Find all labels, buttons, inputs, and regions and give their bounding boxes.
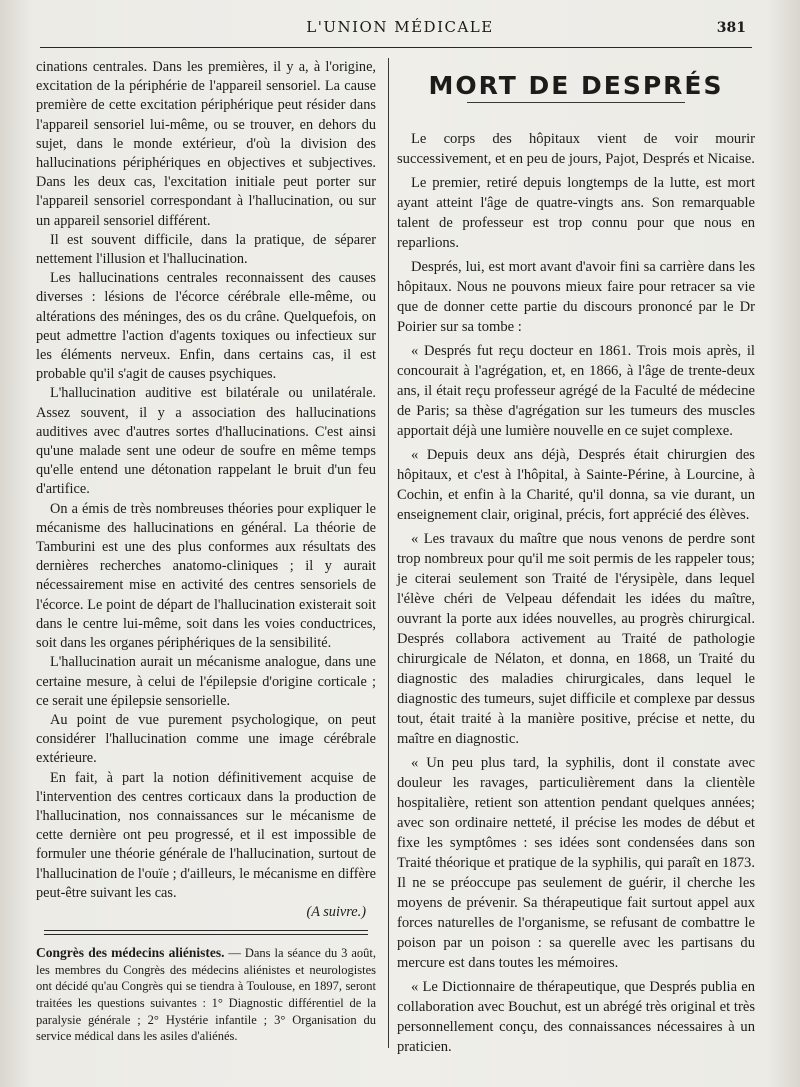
paragraph: Després, lui, est mort avant d'avoir fini sa carrière dans les hôpitaux. Nous ne pouvons mieux faire pour retracer sa vie que de donner cette partie du discours prononcé par le Dr Poirier sur sa tombe : xyxy=(397,259,755,335)
section-divider xyxy=(44,930,368,935)
paragraph: « Depuis deux ans déjà, Després était chirurgien des hôpitaux, et c'est à l'hôpital, à Sainte-Périne, à Lourcine, à Cochin, et enfin à la Charité, qu'il donna, sa vie durant, un enseignement clair, original, précis, fort apprécié des élèves. xyxy=(397,447,755,523)
paragraph: On a émis de très nombreuses théories pour expliquer le mécanisme des hallucinations en général. La théorie de Tamburini est une des plus conformes aux résultats des dernières recherches anatomo-cliniques ; il y aurait nécessairement mise en activité des centres sensoriels de l'écorce. Le point de départ de l'hallucination existerait soit dans le centre lui-même, soit dans les voies conductrices, soit dans les organes périphériques de la sensibilité. xyxy=(36,500,376,652)
page-number: 381 xyxy=(716,20,746,36)
right-column xyxy=(397,60,755,1060)
header-rule xyxy=(40,47,752,48)
paragraph: « Le Dictionnaire de thérapeutique, que Després publia en collaboration avec Bouchut, est un abrégé très original et très personnellement conçu, des connaissances nécessaires à un praticien. xyxy=(397,979,755,1055)
paragraph: L'hallucination auditive est bilatérale ou unilatérale. Assez souvent, il y a association des hallucinations auditives avec d'autres sortes d'hallucinations. C'est ainsi qu'une malade sent une odeur de soufre en même temps qu'elle entend une détonation rappelant le bruit d'un feu d'artifice. xyxy=(36,385,376,498)
continued-note: (A suivre.) xyxy=(306,903,366,920)
congress-note-text: — Dans la séance du 3 août, les membres du Congrès des médecins aliénistes et neurologistes ont décidé qu'au Congrès qui se tiendra à Toulouse, en 1897, seront traitées les questions suivantes : 1° Diagnostic différentiel de la paralysie générale ; 2° Hystérie infantile ; 3° Organisation du service médical dans les asiles d'aliénés. xyxy=(36,946,376,1044)
paragraph: Le premier, retiré depuis longtemps de la lutte, est mort ayant atteint l'âge de quatre-vingts ans. Son remarquable talent de professeur est trop connu pour que nous en reparlions. xyxy=(397,175,755,251)
paragraph: « Les travaux du maître que nous venons de perdre sont trop nombreux pour qu'il me soit permis de les rappeler tous; je citerai seulement son Traité de l'érysipèle, dans lequel l'élève chéri de Velpeau défendait les idées du maître, ouvrant la porte aux idées nouvelles, au progrès chirurgical. Després collabora activement au Traité de pathologie chirurgicale de Nélaton, et donna, en 1868, un Traité du diagnostic des maladies chirurgicales, dans lequel le diagnostic des tumeurs, sujet difficile et complexe par dessus tout, était traité à la manière positive, précise et nette, du maître en diagnostic. xyxy=(397,531,755,747)
congress-note xyxy=(36,945,376,1045)
column-divider xyxy=(388,58,389,1048)
paragraph: Les hallucinations centrales reconnaissent des causes diverses : lésions de l'écorce cérébrale elle-même, ou altérations des méninges, des os du crâne. Quelquefois, on peut admettre l'action d'agents toxiques ou infectieux sur les éléments nerveux. Enfin, dans certains cas, il est probable qu'il s'agit de causes psychiques. xyxy=(36,270,376,383)
paragraph: L'hallucination aurait un mécanisme analogue, dans une certaine mesure, à celui de l'épilepsie d'origine corticale ; ce serait une épilepsie sensorielle. xyxy=(36,654,376,709)
article-title: MORT DE DESPRÉS xyxy=(428,71,724,100)
paragraph: En fait, à part la notion définitivement acquise de l'intervention des centres corticaux dans la production de l'hallucination, nos connaissances sur le mécanisme de cette dernière ont peu progressé, et il est impossible de formuler une théorie générale de l'hallucination, surtout de l'hallucination de l'ouïe ; d'ailleurs, le mécanisme en diffère peut-être suivant les cas. xyxy=(36,769,376,901)
paragraph: Le corps des hôpitaux vient de voir mourir successivement, et en peu de jours, Pajot, Després et Nicaise. xyxy=(397,131,755,167)
paragraph: cinations centrales. Dans les premières, il y a, à l'origine, excitation de la périphérie de l'appareil sensoriel. La cause première de cette excitation périphérique peut résider dans l'appareil sensoriel lui-même, ou se trouver, en dehors du sujet, dans le monde extérieur, d'où la division des hallucinations périphériques en objectives et subjectives. Dans les deux cas, l'excitation initiale peut porter sur l'appareil sensoriel correspondant à l'hallucination, ou sur un appareil sensoriel différent. xyxy=(36,59,376,229)
paragraph: « Un peu plus tard, la syphilis, dont il constate avec douleur les ravages, particulièrement dans la clientèle hospitalière, retient son attention pendant quelques années; avec son ordinaire netteté, il précise les modes de début et fixe les symptômes : ses idées sont condensées dans son Traité théorique et pratique de la syphilis, qui paraît en 1873. Il ne se préoccupe pas seulement de guérir, il cherche les moyens de prévenir. Sa thérapeutique fait surtout appel aux forces naturelles de l'organisme, se refusant de combattre le poison par un poison : sa querelle avec les partisans du mercure est dans toutes les mémoires. xyxy=(397,755,755,971)
congress-note-title: Congrès des médecins aliénistes. xyxy=(36,945,225,961)
paragraph: Il est souvent difficile, dans la pratique, de séparer nettement l'illusion et l'hallucination. xyxy=(36,231,376,268)
left-column xyxy=(36,58,376,1058)
paragraph: Au point de vue purement psychologique, on peut considérer l'hallucination comme une image cérébrale extérieure. xyxy=(36,711,376,767)
paragraph: « Després fut reçu docteur en 1861. Trois mois après, il concourait à l'agrégation, et, en 1866, à l'âge de trente-deux ans, il était reçu professeur agrégé de la Faculté de médecine de Paris; sa thèse d'agrégation sur les tumeurs des muscles apportait déjà une lumière nouvelle en ce sujet complexe. xyxy=(397,343,755,439)
running-head: L'UNION MÉDICALE xyxy=(306,18,494,36)
page-header xyxy=(40,18,760,44)
title-rule xyxy=(467,102,685,103)
